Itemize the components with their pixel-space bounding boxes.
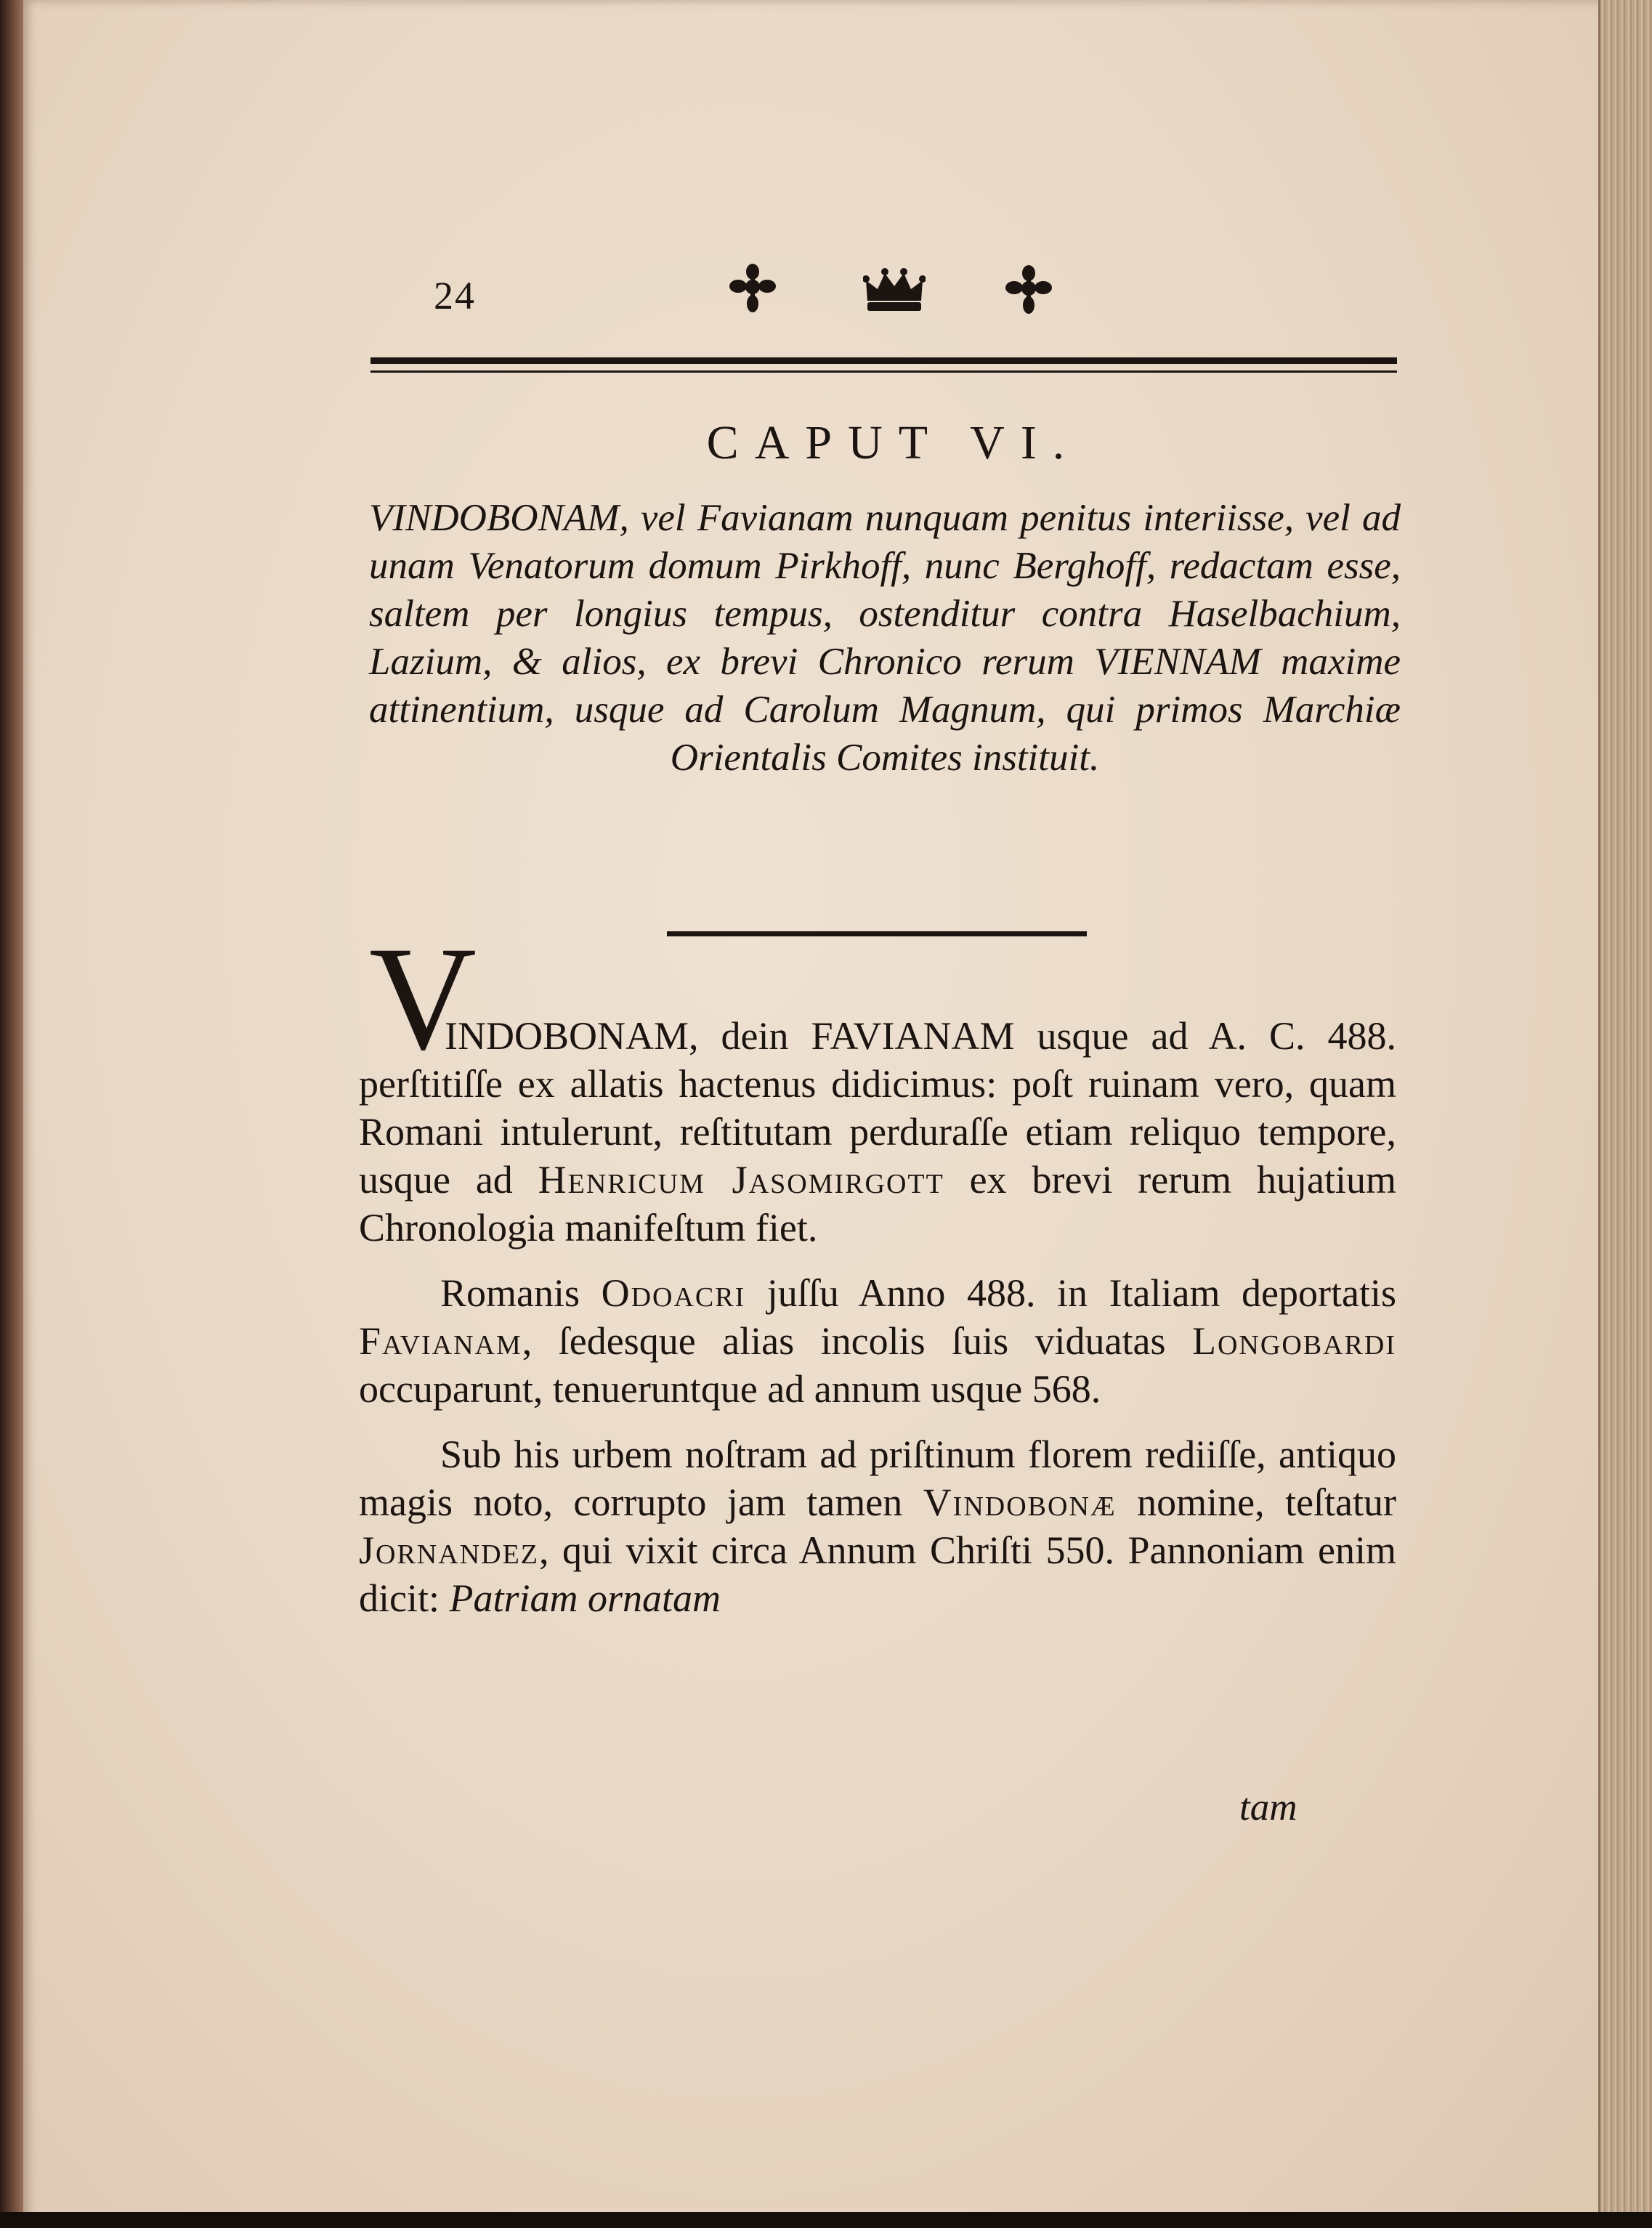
drop-cap: V: [369, 916, 477, 1081]
paragraph-3: Sub his urbem noſtram ad priſtinum florem rediiſſe, antiquo magis noto, corrupto jam tamen Vindobonæ nomine, teſtatur Jornandez, qui vixit circa Annum Chriſti 550. Pannoniam enim dicit: Patriam ornatam: [359, 1433, 1397, 1620]
chapter-summary: VINDOBONAM, vel Favianam nunquam penitus interiisse, vel ad unam Venatorum domum Pirkhoff, nunc Berghoff, redactam esse, saltem per longius tempus, ostenditur contra Haselbachium, Lazium, & alios, ex brevi Chronico rerum VIENNAM maxime attinentium, usque ad Carolum Magnum, qui primos Marchiæ Orientalis Comites instituit.: [369, 497, 1401, 779]
paragraph-2: Romanis Odoacri juſſu Anno 488. in Italiam deportatis Favianam, ſedesque alias incolis ſuis viduatas Longobardi occuparunt, tenueruntque ad annum usque 568.: [359, 1271, 1396, 1411]
crown-icon: [863, 267, 926, 314]
page-number: 24: [434, 274, 476, 317]
header-rule-thin: [371, 370, 1397, 373]
fleuron-left-icon: [728, 263, 777, 314]
chapter-title: CAPUT VI.: [706, 416, 1081, 469]
header-rule-thick: [371, 357, 1397, 364]
page-edges: [1598, 0, 1652, 2228]
catchword: tam: [1239, 1786, 1297, 1828]
body-text: [359, 1012, 1396, 1622]
paragraph-1: INDOBONAM, dein FAVIANAM usque ad A. C. 488. perſtitiſſe ex allatis hactenus didicimus: poſt ruinam vero, quam Romani intulerunt, reſtitutam perduraſſe etiam reliquo tempore, usque ad Henricum Jasomirgott ex brevi rerum hujatium Chronologia manifeſtum fiet.: [359, 1014, 1397, 1249]
section-divider: [667, 931, 1087, 936]
bottom-edge: [0, 2212, 1652, 2228]
fleuron-right-icon: [1004, 264, 1053, 315]
